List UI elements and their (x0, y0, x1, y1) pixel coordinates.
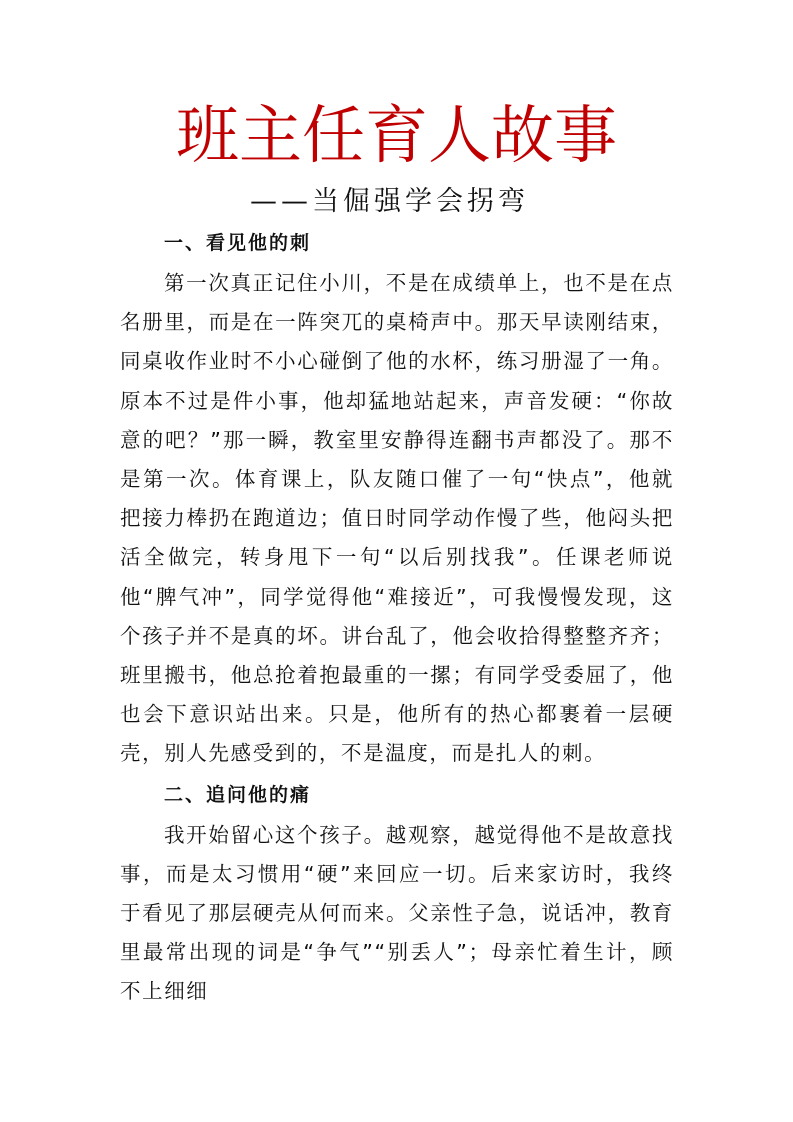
document-title: 班主任育人故事 (176, 99, 617, 172)
document-body (120, 226, 674, 1012)
section-1-paragraph: 第一次真正记住小川，不是在成绩单上，也不是在点名册里，而是在一阵突兀的桌椅声中。那天早读刚结束，同桌收作业时不小心碰倒了他的水杯，练习册湿了一角。原本不过是件小事，他却猛地站起来，声音发硬：“你故意的吧？”那一瞬，教室里安静得连翻书声都没了。那不是第一次。体育课上，队友随口催了一句“快点”，他就把接力棒扔在跑道边；值日时同学动作慢了些，他闷头把活全做完，转身甩下一句“以后别找我”。任课老师说他“脾气冲”，同学觉得他“难接近”，可我慢慢发现，这个孩子并不是真的坏。讲台乱了，他会收拾得整整齐齐；班里搬书，他总抢着抱最重的一摞；有同学受委屈了，他也会下意识站出来。只是，他所有的热心都裹着一层硬壳，别人先感受到的，不是温度，而是扎人的刺。 (120, 271, 674, 766)
section-heading-2: 二、追问他的痛 (164, 783, 312, 806)
document-subtitle: ——当倔强学会拐弯 (250, 186, 529, 217)
section-2-paragraph: 我开始留心这个孩子。越观察，越觉得他不是故意找事，而是太习惯用“硬”来回应一切。后来家访时，我终于看见了那层硬壳从何而来。父亲性子急，说话冲，教育里最常出现的词是“争气”“别丢人”；母亲忙着生计，顾不上细细 (120, 822, 674, 1004)
section-heading-1: 一、看见他的刺 (164, 232, 312, 254)
